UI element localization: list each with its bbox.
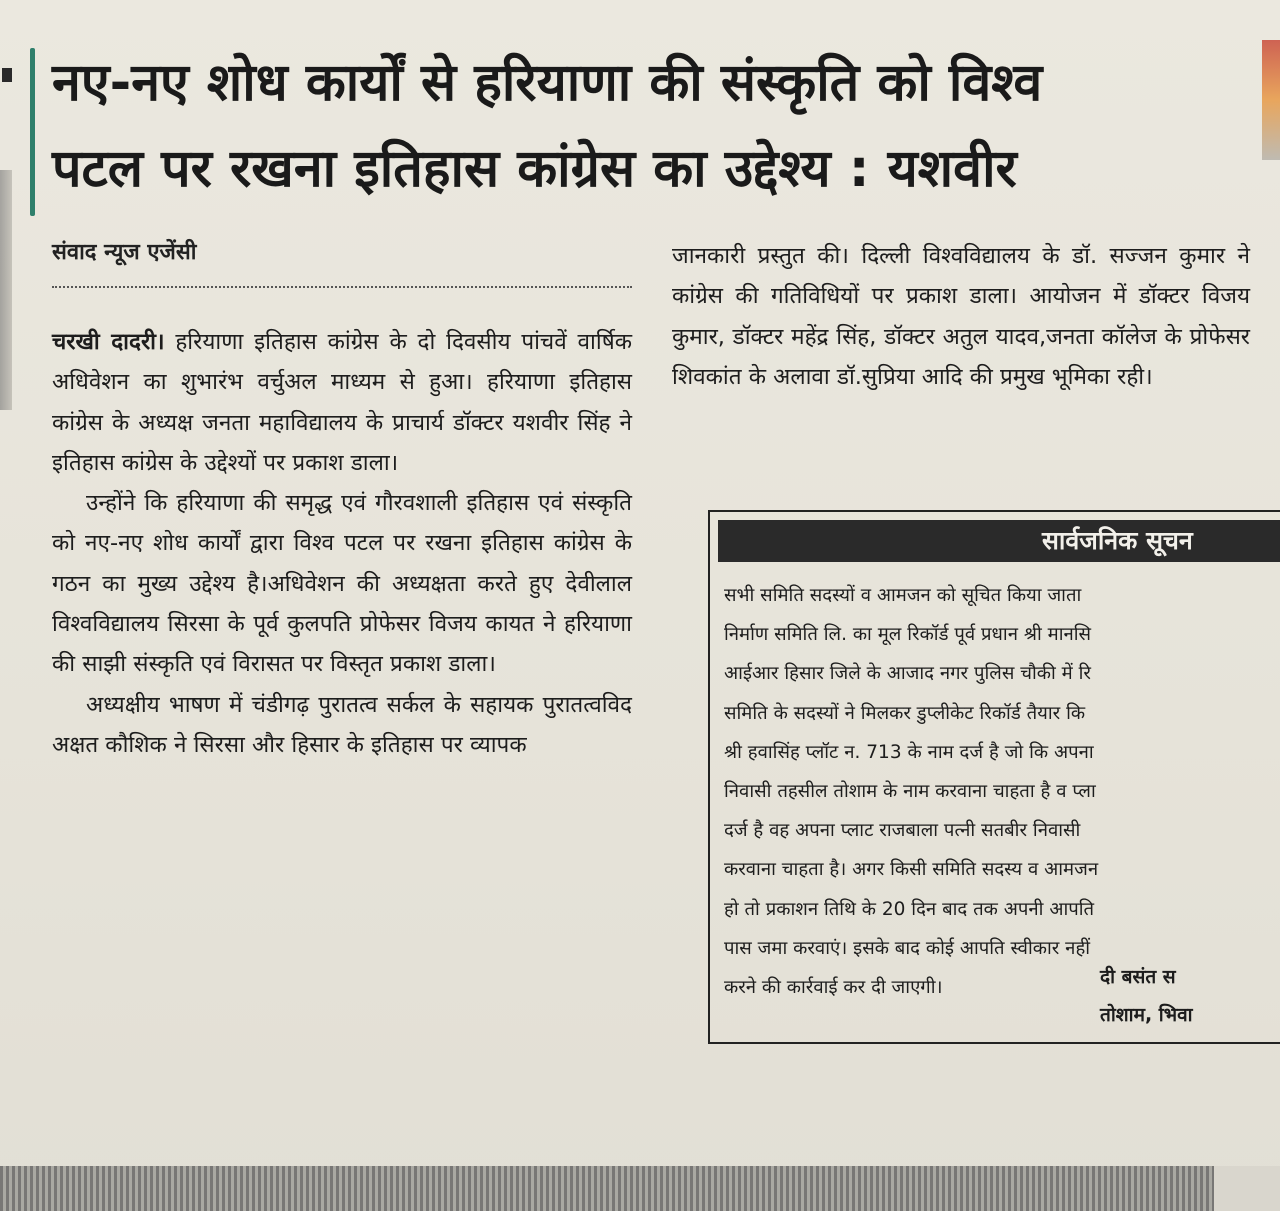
article-paragraph-1-text: हरियाणा इतिहास कांग्रेस के दो दिवसीय पांचवें वार्षिक अधिवेशन का शुभारंभ वर्चुअल माध्यम से हुआ। हरियाणा इतिहास कांग्रेस के अध्यक्ष जनता महाविद्यालय के प्राचार्य डॉक्टर यशवीर सिंह ने इतिहास कांग्रेस के उद्देश्यों पर प्रकाश डाला।	[52, 329, 633, 476]
notice-line: समिति के सदस्यों ने मिलकर डुप्लीकेट रिकॉर्ड तैयार कि	[724, 702, 1086, 724]
article-column-left	[52, 322, 632, 765]
notice-line: सभी समिति सदस्यों व आमजन को सूचित किया जाता	[724, 585, 1082, 606]
headline-accent-rule	[30, 48, 35, 216]
notice-signature	[1100, 958, 1280, 1034]
notice-signature-place: तोशाम, भिवा	[1100, 1004, 1193, 1026]
notice-line: आईआर हिसार जिले के आजाद नगर पुलिस चौकी में रि	[724, 663, 1091, 685]
notice-line: पास जमा करवाएं। इसके बाद कोई आपति स्वीकार नहीं	[724, 937, 1091, 959]
notice-line: करने की कार्रवाई कर दी जाएगी।	[724, 977, 943, 999]
article-paragraph-3: अध्यक्षीय भाषण में चंडीगढ़ पुरातत्व सर्कल के सहायक पुरातत्वविद अक्षत कौशिक ने सिरसा और हिसार के इतिहास पर व्यापक	[52, 691, 632, 758]
adjacent-ad-edge	[1262, 40, 1280, 160]
article-paragraph-2: उन्होंने कि हरियाणा की समृद्ध एवं गौरवशाली इतिहास एवं संस्कृति को नए-नए शोध कार्यों द्वारा विश्व पटल पर रखना इतिहास कांग्रेस के गठन का मुख्य उद्देश्य है।अधिवेशन की अध्यक्षता करते हुए देवीलाल विश्वविद्यालय सिरसा के पूर्व कुलपति प्रोफेसर विजय कायत ने हरियाणा की साझी संस्कृति एवं विरासत पर विस्तृत प्रकाश डाला।	[52, 490, 632, 678]
notice-line: निवासी तहसील तोशाम के नाम करवाना चाहता है व प्ला	[724, 781, 1096, 803]
notice-line: दर्ज है वह अपना प्लाट राजबाला पत्नी सतबीर निवासी	[724, 820, 1081, 842]
margin-bullet	[2, 68, 12, 82]
dateline: चरखी दादरी।	[52, 329, 165, 355]
article-paragraph-4: जानकारी प्रस्तुत की। दिल्ली विश्वविद्यालय के डॉ. सज्जन कुमार ने कांग्रेस की गतिविधियों पर प्रकाश डाला। आयोजन में डॉक्टर विजय कुमार, डॉक्टर महेंद्र सिंह, डॉक्टर अतुल यादव,जनता कॉलेज के प्रोफेसर शिवकांत के अलावा डॉ.सुप्रिया आदि की प्रमुख भूमिका रही।	[672, 243, 1250, 390]
public-notice-body	[724, 576, 1280, 1007]
public-notice-title: सार्वजनिक सूचन	[718, 520, 1280, 562]
notice-line: निर्माण समिति लि. का मूल रिकॉर्ड पूर्व प्रधान श्री मानसि	[724, 624, 1092, 646]
bottom-corner	[1214, 1166, 1280, 1211]
public-notice-box	[708, 510, 1280, 1044]
notice-line: करवाना चाहता है। अगर किसी समिति सदस्य व आमजन	[724, 859, 1099, 881]
adjacent-photo-edge	[0, 170, 12, 410]
article-paragraph-1	[52, 322, 632, 483]
notice-line: श्री हवासिंह प्लॉट न. 713 के नाम दर्ज है जो कि अपना	[724, 741, 1094, 763]
article-column-right	[672, 236, 1250, 397]
notice-line: हो तो प्रकाशन तिथि के 20 दिन बाद तक अपनी आपति	[724, 898, 1095, 920]
notice-signature-org: दी बसंत स	[1100, 966, 1176, 988]
headline-line-1: नए-नए शोध कार्यों से हरियाणा की संस्कृति को विश्व	[52, 53, 1043, 113]
headline-line-2: पटल पर रखना इतिहास कांग्रेस का उद्देश्य : यशवीर	[52, 139, 1017, 199]
byline-divider	[52, 286, 632, 288]
bottom-halftone-band	[0, 1166, 1280, 1211]
headline	[52, 40, 1252, 212]
byline: संवाद न्यूज एजेंसी	[52, 240, 197, 265]
